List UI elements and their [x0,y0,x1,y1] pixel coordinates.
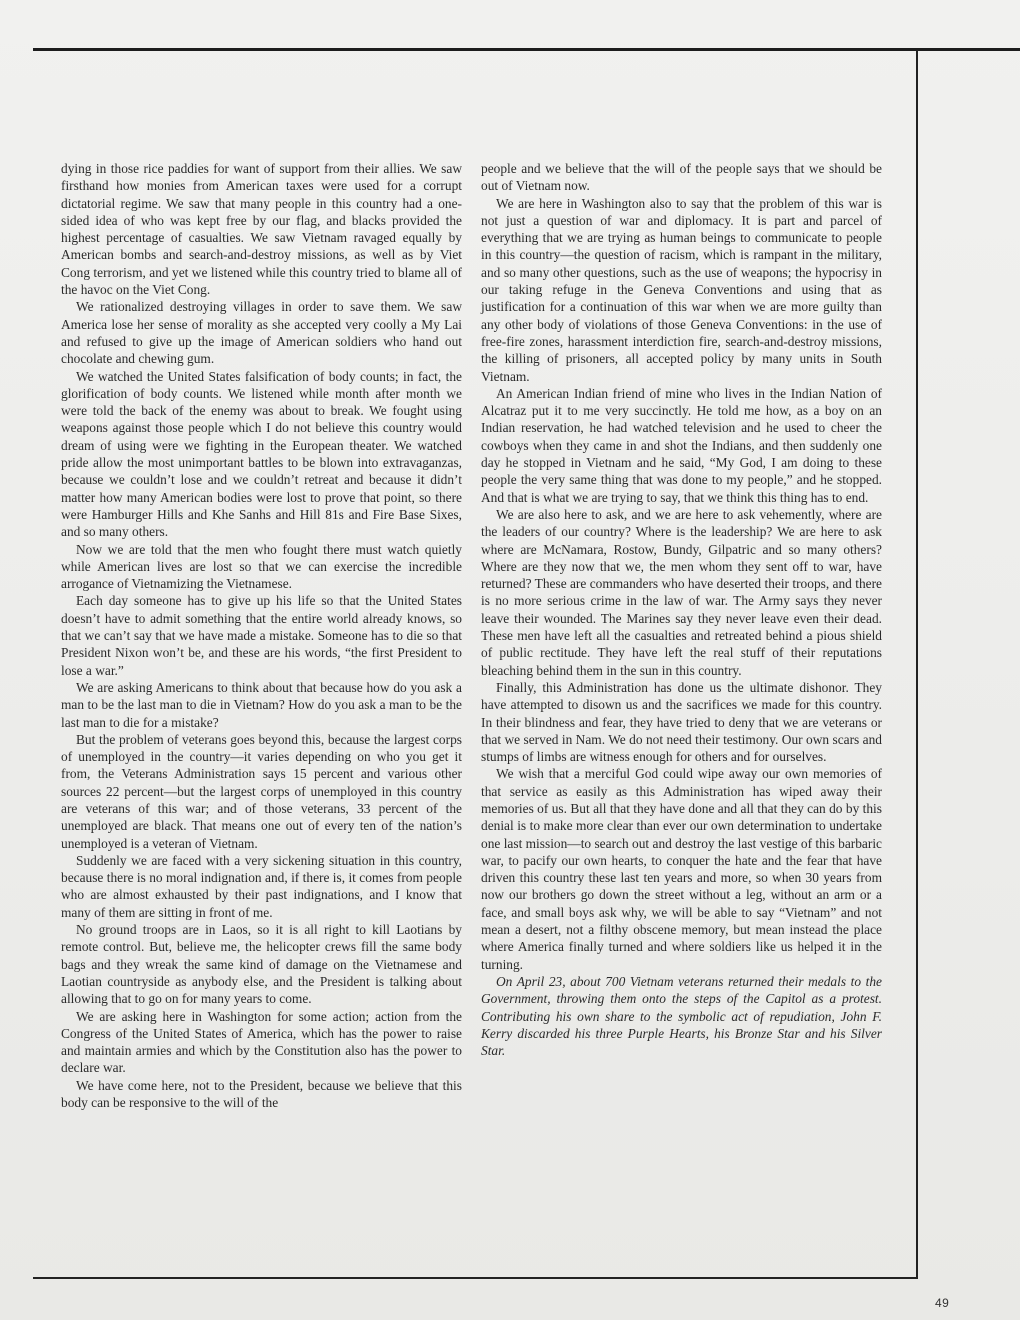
paragraph: We are asking here in Washington for some action; action from the Congress of the United States of America, which has the power to raise and maintain armies and which by the Constitution also has the power to declare war. [61,1008,462,1076]
paragraph: We watched the United States falsification of body counts; in fact, the glorification of body counts. We listened while month after month we were told the back of the enemy was about to break. We fought using weapons against those people which I do not believe this country would dream of using were we fighting in the European theater. We watched pride allow the most unimportant battles to be blown into extravaganzas, because we couldn’t lose and we couldn’t retreat and because it didn’t matter how many American bodies were lost to prove that point, so there were Hamburger Hills and Khe Sanhs and Hill 81s and Fire Base Sixes, and so many others. [61,368,462,540]
paragraph: Now we are told that the men who fought there must watch quietly while American lives are lost so that we can exercise the incredible arrogance of Vietnamizing the Vietnamese. [61,541,462,592]
paragraph: We are asking Americans to think about that because how do you ask a man to be the last man to die in Vietnam? How do you ask a man to be the last man to die for a mistake? [61,679,462,730]
paragraph: An American Indian friend of mine who lives in the Indian Nation of Alcatraz put it to me very succinctly. He told me how, as a boy on an Indian reservation, he had watched television and he used to cheer the cowboys when they came in and shot the Indians, and then suddenly one day he stopped in Vietnam and he said, “My God, I am doing to these people the very same thing that was done to my people,” and he stopped. And that is what we are trying to say, that we think this thing has to end. [481,385,882,505]
paragraph: dying in those rice paddies for want of support from their allies. We saw firsthand how monies from American taxes were used for a corrupt dictatorial regime. We saw that many people in this country had a one-sided idea of who was kept free by our flag, and blacks provided the highest percentage of casualties. We saw Vietnam ravaged equally by American bombs and search-and-destroy missions, as well as by Viet Cong terrorism, and yet we listened while this country tried to blame all of the havoc on the Viet Cong. [61,161,462,298]
bottom-rule [33,1277,916,1279]
right-column [481,160,882,1059]
left-column [61,160,462,1111]
paragraph: We are also here to ask, and we are here to ask vehemently, where are the leaders of our country? Where is the leadership? We are here to ask where are McNamara, Rostow, Bundy, Gilpatric and so many others? Where are they now that we, the men whom they sent off to war, have returned? These are commanders who have deserted their troops, and there is no more serious crime in the law of war. The Army says they never leave their wounded. The Marines say they never leave even their dead. These men have left all the casualties and retreated behind a pious shield of public rectitude. They have left the real stuff of their reputations bleaching behind them in the sun in this country. [481,506,882,678]
paragraph: We wish that a merciful God could wipe away our own memories of that service as easily as this Administration has wiped away their memories of us. But all that they have done and all that they can do by this denial is to make more clear than ever our own determination to undertake one last mission—to search out and destroy the last vestige of this barbaric war, to pacify our own hearts, to conquer the hate and the fear that have driven this country these last ten years and more, so when 30 years from now our brothers go down the street without a leg, without an arm or a face, and small boys ask why, we will be able to say “Vietnam” and not mean a desert, not a filthy obscene memory, but mean instead the place where America finally turned and where soldiers like us helped it in the turning. [481,766,882,972]
paragraph: No ground troops are in Laos, so it is all right to kill Laotians by remote control. But, believe me, the helicopter crews fill the same body bags and they wreak the same kind of damage on the Vietnamese and Laotian countryside as anybody else, and the President is talking about allowing that to go on for many years to come. [61,922,462,1007]
paragraph: Each day someone has to give up his life so that the United States doesn’t have to admit something that the entire world already knows, so that we can’t say that we have made a mistake. Someone has to die so that President Nixon won’t be, and these are his words, “the first President to lose a war.” [61,593,462,678]
page-number: 49 [935,1296,950,1310]
right-rule [916,50,918,1279]
paragraph: We are here in Washington also to say that the problem of this war is not just a question of war and diplomacy. It is part and parcel of everything that we are trying as human beings to communicate to people in this country—the question of racism, which is rampant in the military, and so many other questions, such as the use of weapons; the hypocrisy in our taking refuge in the Geneva Conventions and using that as justification for a continuation of this war when we are more guilty than any other body of violations of those Geneva Conventions: in the use of free-fire zones, harassment interdiction fire, search-and-destroy missions, the killing of prisoners, all accepted policy by many units in South Vietnam. [481,195,882,384]
paragraph: We rationalized destroying villages in order to save them. We saw America lose her sense of morality as she accepted very coolly a My Lai and refused to give up the image of American soldiers who hand out chocolate and chewing gum. [61,299,462,367]
top-rule [33,48,1020,51]
paragraph: people and we believe that the will of the people says that we should be out of Vietnam now. [481,161,882,194]
paragraph: We have come here, not to the President, because we believe that this body can be responsive to the will of the [61,1077,462,1111]
paragraph: Finally, this Administration has done us the ultimate dishonor. They have attempted to disown us and the sacrifices we made for this country. In their blindness and fear, they have tried to deny that we are veterans or that we served in Nam. We do not need their testimony. Our own scars and stumps of limbs are witness enough for others and for ourselves. [481,679,882,765]
editorial-note: On April 23, about 700 Vietnam veterans returned their medals to the Government, throwing them onto the steps of the Capitol as a protest. Contributing his own share to the symbolic act of repudiation, John F. Kerry discarded his three Purple Hearts, his Bronze Star and his Silver Star. [481,973,882,1059]
paragraph: But the problem of veterans goes beyond this, because the largest corps of unemployed in the country—it varies depending on who you get it from, the Veterans Administration says 15 percent and various other sources 22 percent—but the largest corps of unemployed in this country are veterans of this war; and of those veterans, 33 percent of the unemployed are black. That means one out of every ten of the nation’s unemployed is a veteran of Vietnam. [61,731,462,851]
paragraph: Suddenly we are faced with a very sickening situation in this country, because there is no moral indignation and, if there is, it comes from people who are almost exhausted by their past indignations, and I know that many of them are sitting in front of me. [61,852,462,920]
